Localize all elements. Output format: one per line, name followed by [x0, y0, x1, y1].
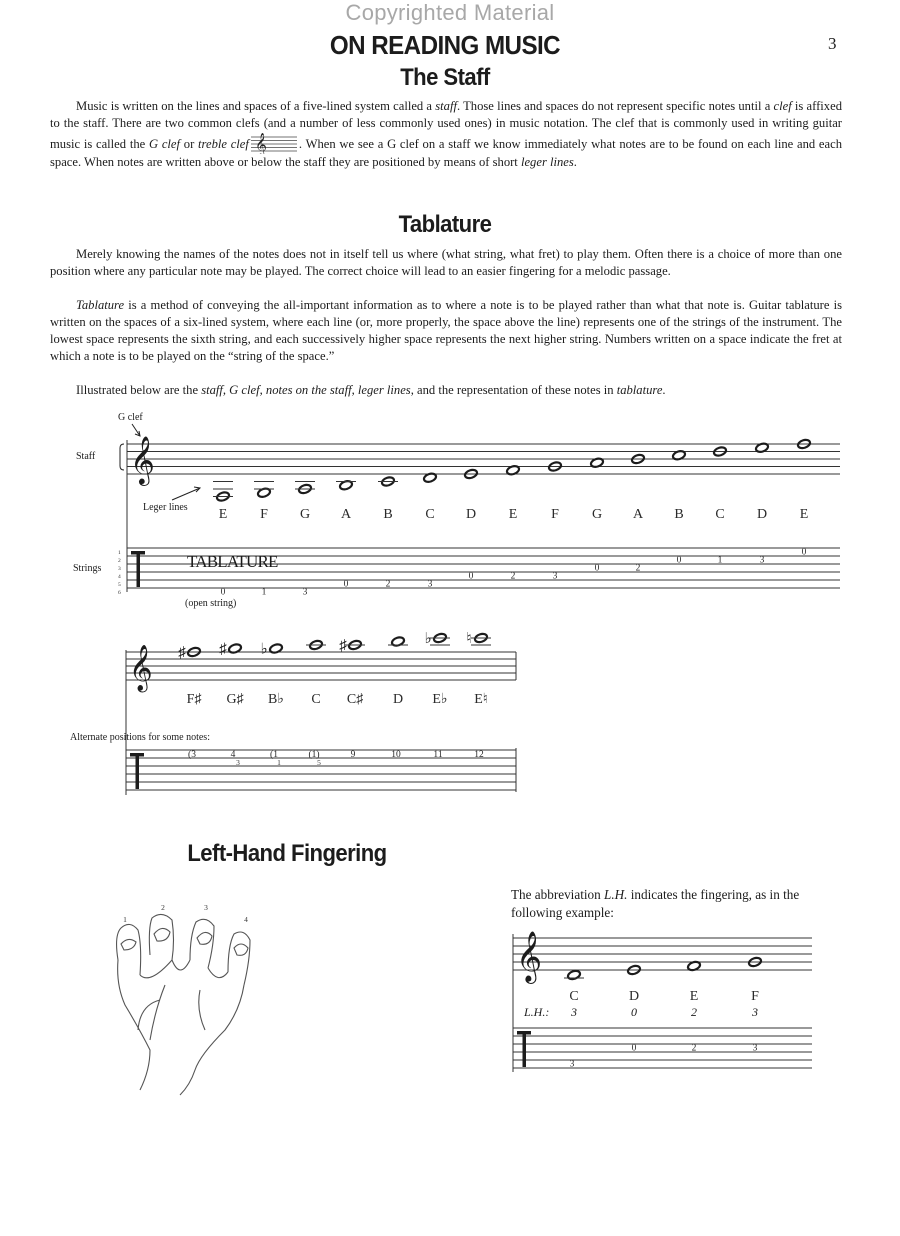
hand-finger-number: 2 [161, 903, 165, 912]
note-name: C [715, 507, 725, 522]
accidental-notes [178, 631, 491, 661]
tab-fret: 2 [385, 579, 391, 590]
gclef-label: G clef [118, 412, 143, 423]
tab-fret: 0 [594, 563, 600, 574]
treble-clef-icon: 𝄞 [130, 438, 155, 484]
alternate-subfret: 1 [277, 758, 281, 767]
alternate-fret: 9 [350, 750, 356, 760]
accidental-note-name: C♯ [346, 692, 364, 707]
accidental-sign: ♯ [178, 645, 186, 661]
example-tab-fret: 3 [752, 1043, 758, 1054]
tab-fret: 2 [635, 563, 641, 574]
example-note-names [569, 989, 759, 1004]
example-tab-fret: 0 [631, 1043, 637, 1054]
tab-fret: 1 [717, 555, 723, 566]
accidental-sign: ♭ [260, 641, 268, 658]
example-note-name: E [689, 989, 699, 1004]
svg-text:𝄞: 𝄞 [254, 134, 267, 154]
note-name: B [674, 507, 684, 522]
alternate-positions-label: Alternate positions for some notes: [70, 732, 210, 743]
alternate-subfret: 5 [317, 758, 321, 767]
example-finger-number: 3 [752, 1005, 758, 1019]
alternate-subfret: 3 [236, 758, 240, 767]
staff-notes [216, 438, 811, 502]
accidental-sign: ♯ [219, 641, 227, 658]
note-name: G [299, 507, 311, 522]
tab2-lines [126, 750, 516, 790]
tab-fret: 3 [552, 571, 558, 582]
staff-section-title: The Staff [400, 64, 490, 91]
accidental-sign: ♯ [339, 638, 347, 654]
staff-bracket [120, 444, 124, 470]
alternate-fret: 4 [230, 750, 236, 760]
lh-label: L.H.: [524, 1005, 550, 1019]
fingering-section-title: Left-Hand Fingering [187, 840, 387, 867]
alternate-fret: (1 [270, 750, 278, 760]
tab-fret: 1 [261, 587, 267, 598]
tab-fret: 0 [220, 587, 226, 598]
string-numbers [118, 550, 121, 596]
note-name: E [218, 507, 228, 522]
tab-fret-numbers [221, 548, 807, 598]
alternate-fret: (3 [188, 750, 196, 760]
accidental-note-name: E♭ [432, 692, 448, 707]
staff-label: Staff [76, 451, 96, 462]
hand-finger-number: 1 [123, 915, 127, 924]
staff-lines [127, 444, 840, 474]
example-finger-number: 3 [571, 1005, 577, 1019]
hand-finger-number: 4 [244, 915, 248, 924]
string-number: 4 [118, 574, 121, 580]
alternate-fret: 10 [391, 750, 401, 760]
example-finger-number: 2 [691, 1005, 697, 1019]
note-name: F [551, 507, 559, 522]
accidental-note-name: C [311, 692, 321, 707]
tab-fret: 3 [302, 587, 308, 598]
accidental-note-name: E♮ [474, 692, 488, 707]
note-name-row [219, 507, 809, 522]
accidental-note-name: G♯ [226, 692, 244, 707]
treble-clef2-icon: 𝄞 [129, 645, 153, 690]
hand-finger-numbers [123, 903, 248, 924]
example-finger-number: 0 [631, 1005, 637, 1019]
note-name: G [591, 507, 603, 522]
accidental-sign: ♮ [466, 631, 472, 647]
note-name: D [756, 507, 768, 522]
note-name: B [383, 507, 393, 522]
leger-lines-label: Leger lines [143, 502, 188, 513]
leger-lines [213, 482, 398, 497]
string-number: 3 [118, 566, 121, 572]
left-hand-icon [117, 914, 250, 1095]
fingering-description: The abbreviation L.H. indicates the fingering, as in the following example: [511, 887, 800, 920]
tab-fret: 3 [427, 579, 433, 590]
tab-fret: 0 [343, 579, 349, 590]
example-note [567, 969, 581, 980]
example-note-name: C [569, 989, 579, 1004]
alternate-fret: (1) [308, 750, 320, 760]
page-title: ON READING MUSIC [329, 30, 561, 60]
example-tab-frets [570, 1044, 758, 1070]
note-name: E [799, 507, 809, 522]
alternate-fret: 11 [433, 750, 443, 760]
copyright-watermark: Copyrighted Material [345, 0, 555, 25]
example-treble-clef-icon: 𝄞 [516, 932, 543, 981]
note-name: A [340, 507, 352, 522]
strings-label: Strings [73, 563, 102, 574]
tab-fret: 0 [468, 571, 474, 582]
accidental-note-name: F♯ [186, 692, 202, 707]
note-name: F [260, 507, 268, 522]
note-name: E [508, 507, 518, 522]
staff-paragraph: Music is written on the lines and spaces of a five-lined system called a staff. Those lines and spaces do not represent specific notes until a clef is affixed to the staff. There are two common clefs (and a number of less commonly used ones) in music notation. The clef that is commonly used in writing guitar music is called the G clef or treble clef 𝄞 . When we see a G clef on a staff we know immediately what notes are to be found on each line and each space. When notes are written above or below the staff they are positioned by means of short leger lines. [50, 99, 843, 169]
open-string-label: (open string) [185, 598, 237, 609]
example-notes [564, 956, 762, 980]
leger-arrow [172, 488, 200, 500]
string-number: 5 [118, 582, 121, 588]
hand-finger-number: 3 [204, 903, 208, 912]
tab-fret: 3 [759, 555, 765, 566]
accidental-note-names [187, 692, 488, 707]
example-tab-fret: 3 [569, 1059, 575, 1070]
string-number: 1 [118, 550, 121, 556]
tablature-section-title: Tablature [398, 211, 492, 238]
accidental-note-name: D [392, 692, 404, 707]
note-name: C [425, 507, 435, 522]
alternate-fret: 12 [474, 750, 484, 760]
tablature-paragraph-1: Merely knowing the names of the notes does not in itself tell us where (what string, what fret) to play them. Often there is a choice of more than one position where any particular note may be played. The correct choice will lead to an easier fingering for a melodic passage. [50, 247, 842, 278]
page-number: 3 [828, 34, 837, 53]
tablature-word: TABLATURE [187, 552, 278, 571]
tablature-paragraph-3: Illustrated below are the staff, G clef, notes on the staff, leger lines, and the representation of these notes in tablature. [76, 383, 666, 397]
example-note-name: F [751, 989, 759, 1004]
tab-fret: 2 [510, 571, 516, 582]
accidental-sign: ♭ [424, 631, 432, 647]
note-name: D [465, 507, 477, 522]
string-number: 2 [118, 558, 121, 564]
tab-fret: 0 [676, 555, 682, 566]
note-name: A [632, 507, 644, 522]
example-tab-lines [513, 1028, 812, 1068]
example-staff-lines [513, 938, 812, 970]
example-fingering-numbers [570, 1005, 758, 1019]
tab-fret: 0 [801, 547, 807, 558]
tablature-paragraph-2: Tablature is a method of conveying the all-important information as to where a note is to be played rather than what that note is. Guitar tablature is written on the spaces of a six-lined system, where each line (or, more properly, the space above the line) represents one of the strings of the instrument. The lowest space represents the sixth string, and each successively higher space represents the next higher string. Numbers written on a space indicate the fret at which a note is to be played on the “string of the space.” [50, 298, 842, 363]
accidental-note-name: B♭ [268, 692, 284, 707]
example-tab-fret: 2 [691, 1043, 697, 1054]
example-note-name: D [628, 989, 640, 1004]
string-number: 6 [118, 590, 121, 596]
